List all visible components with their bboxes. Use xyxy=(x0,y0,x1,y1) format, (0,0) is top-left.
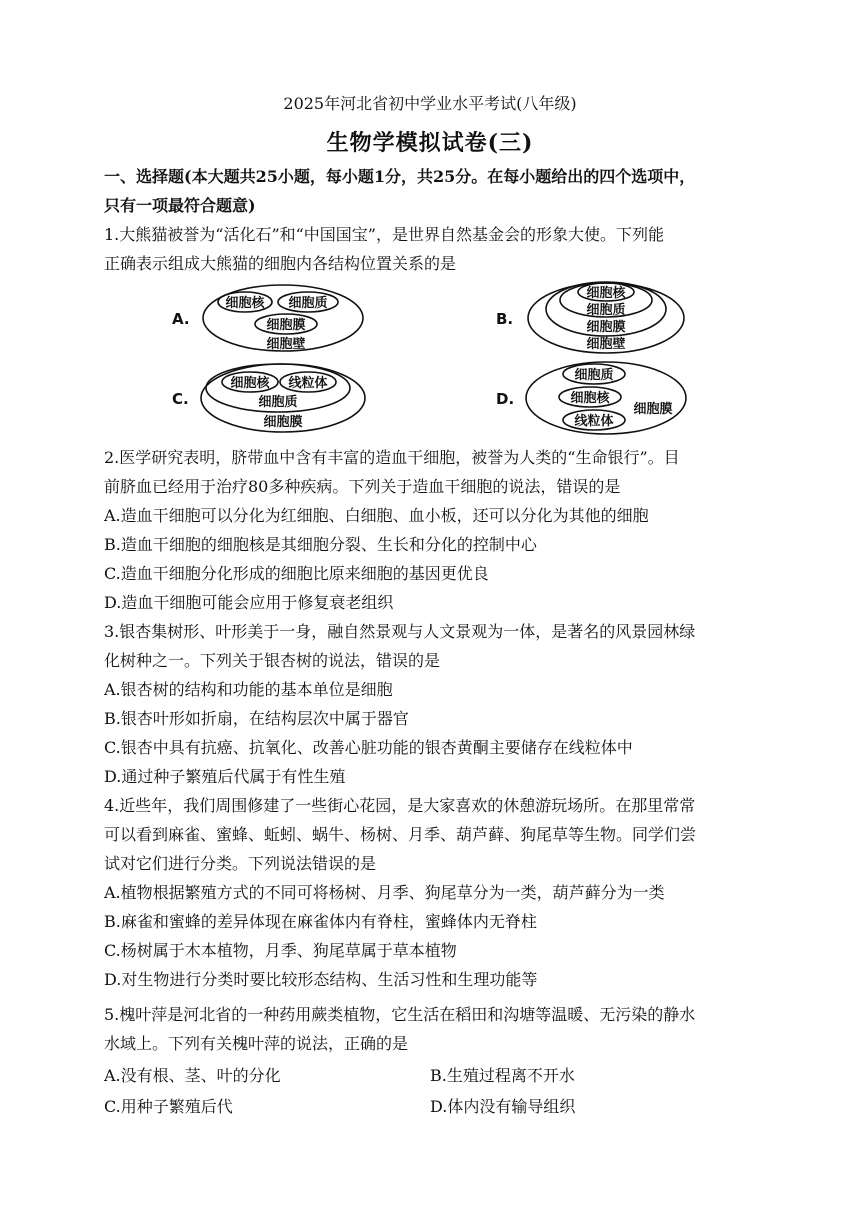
q3-option-d: D.通过种子繁殖后代属于有性生殖 xyxy=(104,767,346,786)
q3-option-b: B.银杏叶形如折扇，在结构层次中属于器官 xyxy=(104,709,409,728)
diagram-option-c xyxy=(172,364,365,432)
paper-title: 生物学模拟试卷(三) xyxy=(326,130,534,156)
q3-stem-line1: 3.银杏集树形、叶形美于一身，融自然景观与人文景观为一体，是著名的风景园林绿 xyxy=(104,622,696,641)
q2-stem-line2: 前脐血已经用于治疗80多种疾病。下列关于造血干细胞的说法，错误的是 xyxy=(104,477,621,496)
q3-option-a: A.银杏树的结构和功能的基本单位是细胞 xyxy=(104,680,393,699)
q2-option-d: D.造血干细胞可能会应用于修复衰老组织 xyxy=(104,593,394,612)
option-a-label-1: 细胞核 xyxy=(225,296,265,311)
diagram-option-b xyxy=(496,282,684,353)
q2-option-c: C.造血干细胞分化形成的细胞比原来细胞的基因更优良 xyxy=(104,564,489,583)
diagram-option-d xyxy=(496,362,686,434)
option-a-label-2: 细胞质 xyxy=(288,296,328,311)
q4-stem-line2: 可以看到麻雀、蜜蜂、蚯蚓、蜗牛、杨树、月季、葫芦藓、狗尾草等生物。同学们尝 xyxy=(104,825,697,844)
option-c-label-4: 细胞膜 xyxy=(263,415,303,430)
q1-cell-diagram xyxy=(170,278,700,438)
q5-stem-line2: 水域上。下列有关槐叶萍的说法，正确的是 xyxy=(104,1034,409,1053)
option-d-label-4: 细胞膜 xyxy=(633,402,673,417)
exam-title: 2025年河北省初中学业水平考试(八年级) xyxy=(283,94,577,113)
option-c-label-3: 细胞质 xyxy=(258,395,298,410)
option-b-label-1: 细胞核 xyxy=(586,286,626,301)
q3-stem-line2: 化树种之一。下列关于银杏树的说法，错误的是 xyxy=(104,651,441,670)
option-d-label-2: 细胞核 xyxy=(570,391,610,406)
option-d-letter: D. xyxy=(496,390,515,408)
section-heading-line2: 只有一项最符合题意) xyxy=(104,196,256,215)
q4-option-c: C.杨树属于木本植物，月季、狗尾草属于草本植物 xyxy=(104,941,457,960)
option-b-label-2: 细胞质 xyxy=(586,303,626,318)
q5-option-c: C.用种子繁殖后代 xyxy=(104,1097,233,1116)
q4-stem-line1: 4.近些年，我们周围修建了一些街心花园，是大家喜欢的休憩游玩场所。在那里常常 xyxy=(104,796,696,815)
q4-stem-line3: 试对它们进行分类。下列说法错误的是 xyxy=(104,854,377,873)
q2-option-a: A.造血干细胞可以分化为红细胞、白细胞、血小板，还可以分化为其他的细胞 xyxy=(104,506,649,525)
option-d-label-1: 细胞质 xyxy=(574,368,614,383)
option-c-letter: C. xyxy=(172,390,189,408)
option-b-label-4: 细胞壁 xyxy=(586,337,626,352)
option-c-label-2: 线粒体 xyxy=(288,376,328,391)
q1-stem-line2: 正确表示组成大熊猫的细胞内各结构位置关系的是 xyxy=(104,254,457,273)
section-heading-line1: 一、选择题(本大题共25小题，每小题1分，共25分。在每小题给出的四个选项中， xyxy=(104,167,696,186)
q4-option-d: D.对生物进行分类时要比较形态结构、生活习性和生理功能等 xyxy=(104,970,538,989)
option-b-label-3: 细胞膜 xyxy=(586,320,626,335)
option-c-label-1: 细胞核 xyxy=(230,376,270,391)
q2-stem-line1: 2.医学研究表明，脐带血中含有丰富的造血干细胞，被誉为人类的“生命银行”。目 xyxy=(104,448,680,467)
q4-option-b: B.麻雀和蜜蜂的差异体现在麻雀体内有脊柱，蜜蜂体内无脊柱 xyxy=(104,912,537,931)
q2-option-b: B.造血干细胞的细胞核是其细胞分裂、生长和分化的控制中心 xyxy=(104,535,537,554)
q4-option-a: A.植物根据繁殖方式的不同可将杨树、月季、狗尾草分为一类，葫芦藓分为一类 xyxy=(104,883,665,902)
q1-stem-line1: 1.大熊猫被誉为“活化石”和“中国国宝”，是世界自然基金会的形象大使。下列能 xyxy=(104,225,664,244)
option-a-label-4: 细胞壁 xyxy=(266,337,306,352)
option-d-label-3: 线粒体 xyxy=(574,414,614,429)
option-a-letter: A. xyxy=(172,310,190,328)
option-a-label-3: 细胞膜 xyxy=(266,318,306,333)
q5-option-b: B.生殖过程离不开水 xyxy=(430,1066,575,1085)
q5-option-a: A.没有根、茎、叶的分化 xyxy=(104,1066,281,1085)
option-b-letter: B. xyxy=(496,310,514,328)
diagram-option-a xyxy=(172,285,363,352)
q5-option-d: D.体内没有输导组织 xyxy=(430,1097,576,1116)
q3-option-c: C.银杏中具有抗癌、抗氧化、改善心脏功能的银杏黄酮主要储存在线粒体中 xyxy=(104,738,633,757)
q5-stem-line1: 5.槐叶萍是河北省的一种药用蕨类植物，它生活在稻田和沟塘等温暖、无污染的静水 xyxy=(104,1005,696,1024)
